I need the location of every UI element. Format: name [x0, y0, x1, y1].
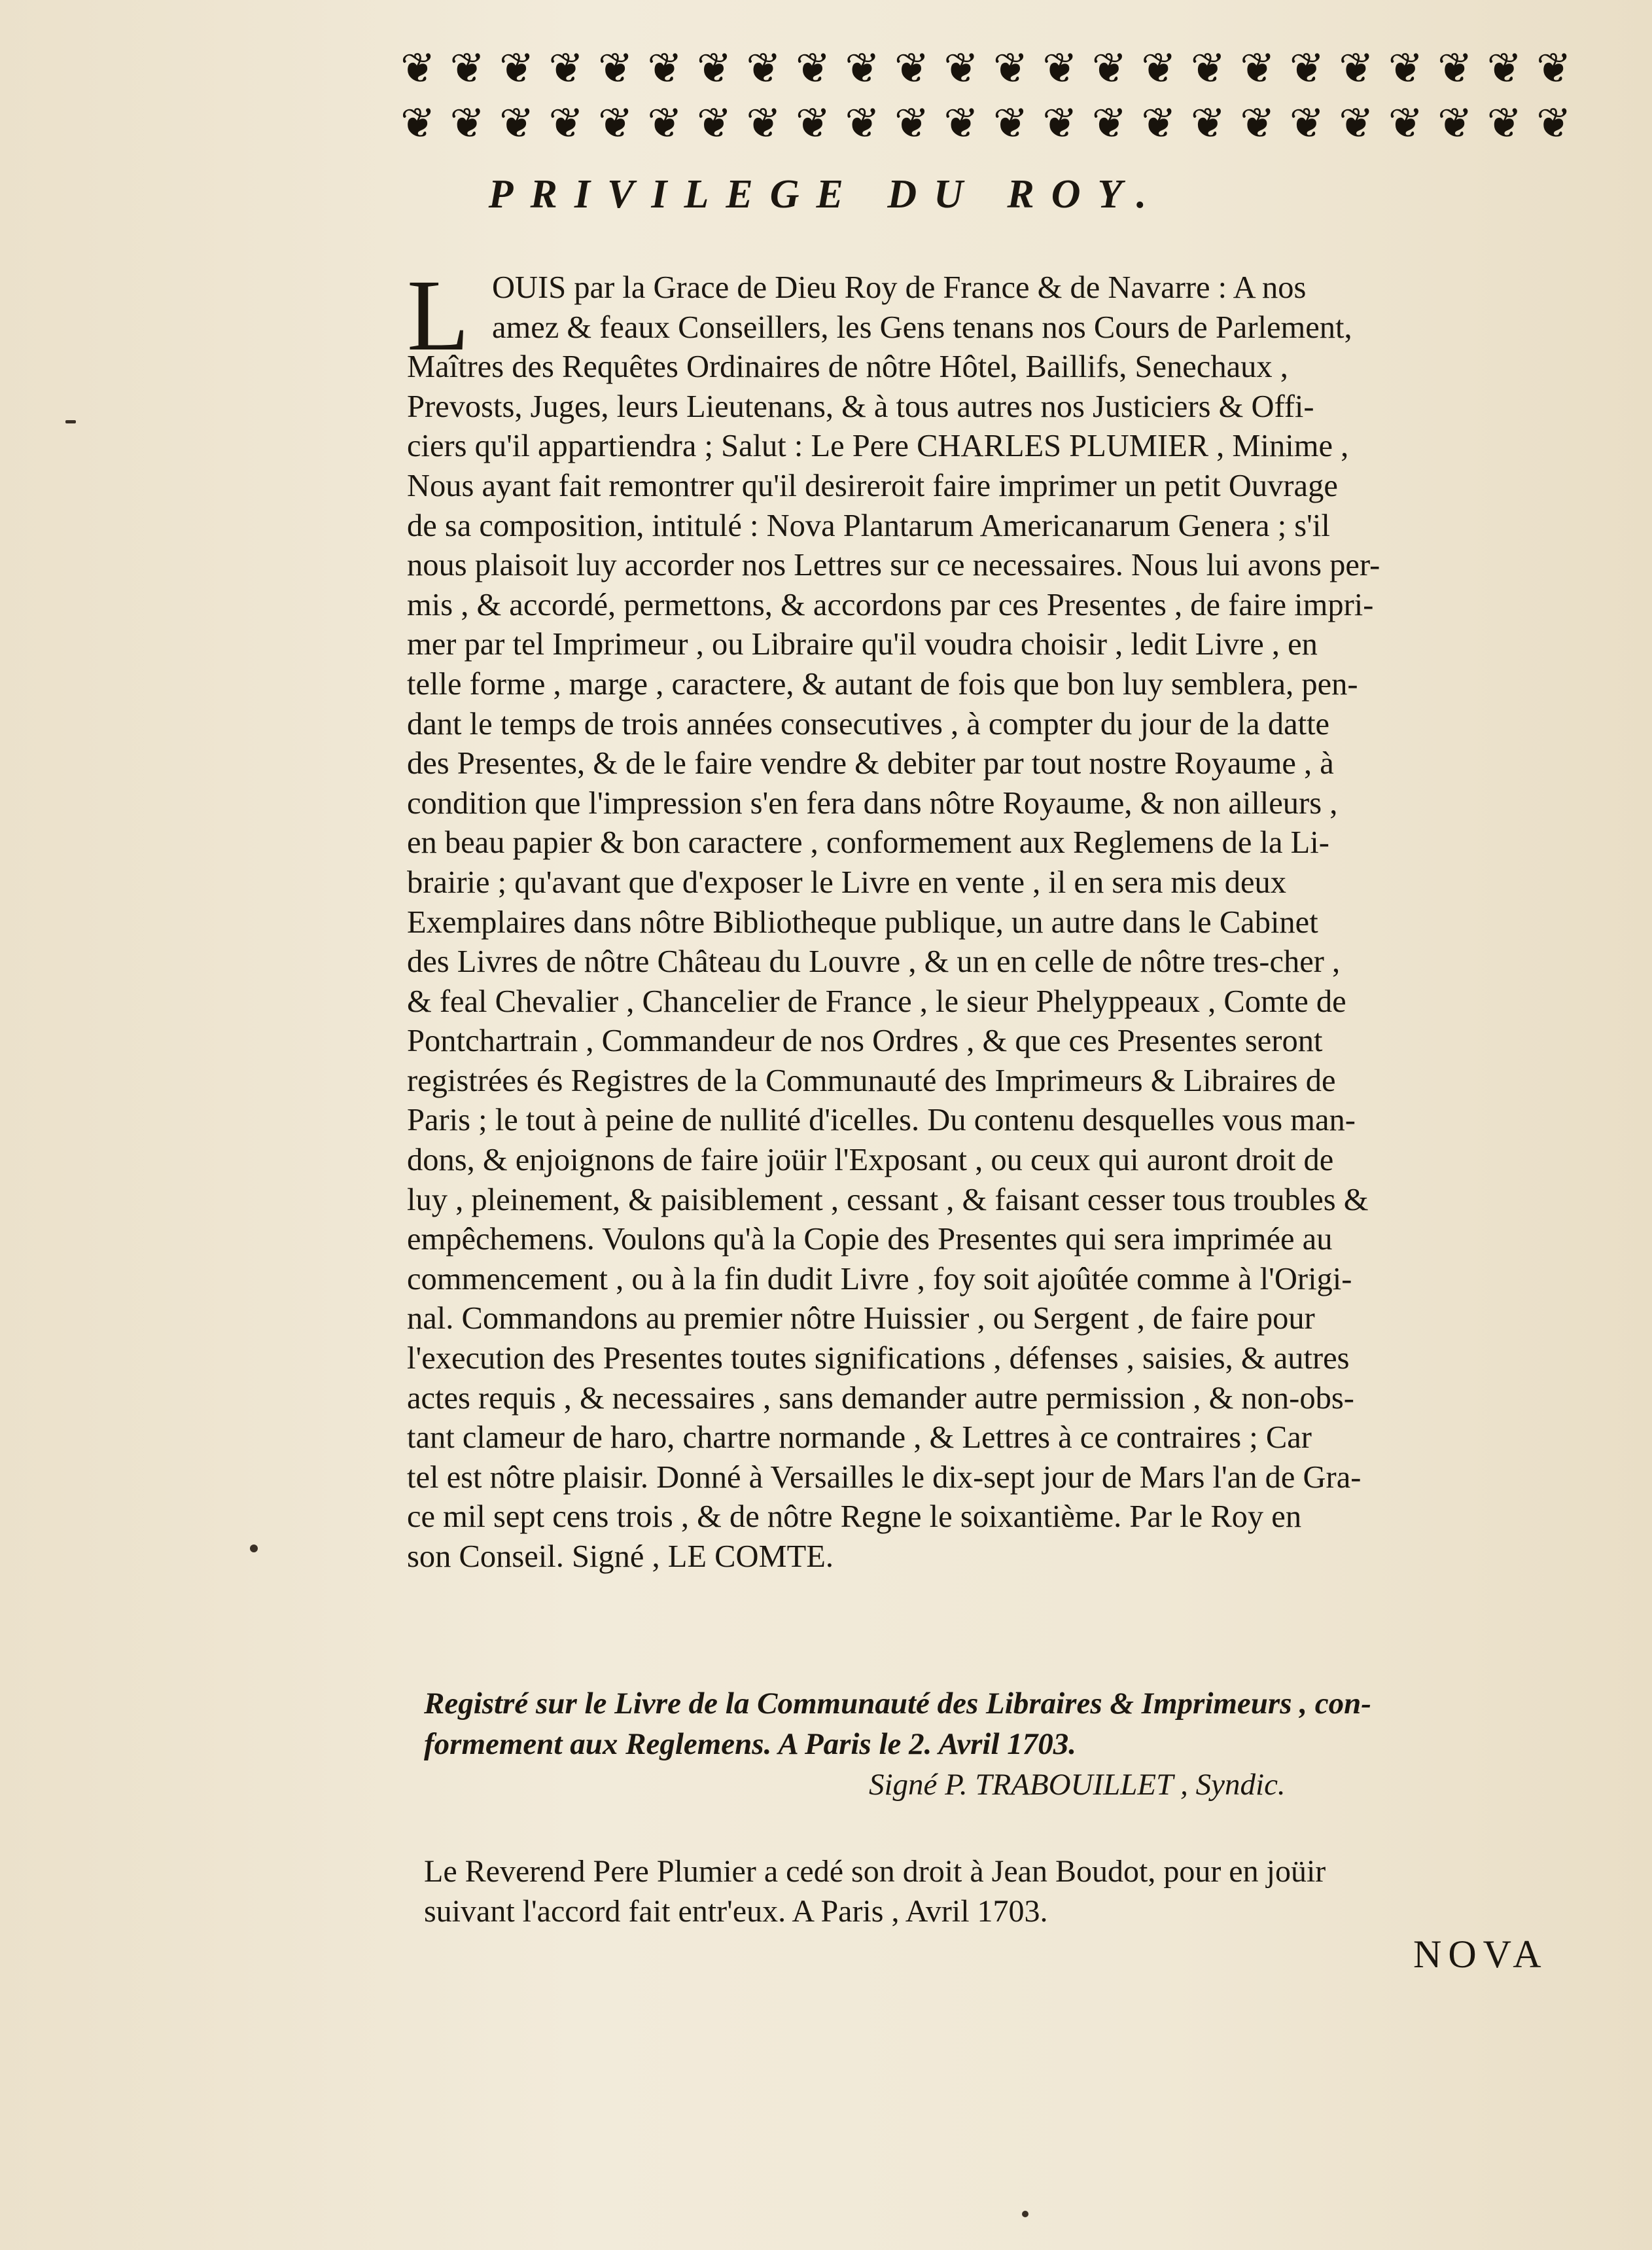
- text-line: Pontchartrain , Commandeur de nos Ordres , & que ces Presentes seront: [407, 1024, 1323, 1059]
- text-line: Exemplaires dans nôtre Bibliotheque publique, un autre dans le Cabinet: [407, 904, 1318, 940]
- fleuron-icon: ❦: [845, 102, 880, 145]
- text-line: son Conseil. Signé , LE COMTE.: [407, 1539, 834, 1574]
- fleuron-icon: ❦: [696, 47, 732, 90]
- text-line: des Livres de nôtre Château du Louvre , & un en celle de nôtre tres-cher ,: [407, 944, 1341, 980]
- fleuron-icon: ❦: [1486, 102, 1522, 145]
- registration-note: [424, 1683, 1575, 1805]
- fleuron-icon: ❦: [449, 102, 485, 145]
- ornamental-headband: [400, 47, 1572, 145]
- fleuron-icon: ❦: [1339, 102, 1374, 145]
- fleuron-icon: ❦: [548, 47, 584, 90]
- fleuron-icon: ❦: [1042, 102, 1078, 145]
- fleuron-icon: ❦: [1240, 47, 1275, 90]
- fleuron-icon: ❦: [696, 102, 732, 145]
- ink-speck: [250, 1545, 258, 1552]
- text-line: empêchemens. Voulons qu'à la Copie des Presentes qui sera imprimée au: [407, 1222, 1333, 1257]
- text-line: l'execution des Presentes toutes significations , défenses , saisies, & autres: [407, 1341, 1350, 1376]
- fleuron-icon: ❦: [1437, 47, 1473, 90]
- fleuron-icon: ❦: [1289, 47, 1325, 90]
- fleuron-icon: ❦: [1091, 47, 1127, 90]
- fleuron-icon: ❦: [449, 47, 485, 90]
- fleuron-icon: ❦: [400, 102, 436, 145]
- drop-cap: L: [407, 259, 470, 372]
- ornament-row-bottom: [400, 102, 1572, 145]
- transfer-line: Le Reverend Pere Plumier a cedé son droit à Jean Boudot, pour en joüir: [424, 1854, 1326, 1889]
- fleuron-icon: ❦: [647, 47, 683, 90]
- text-line: Maîtres des Requêtes Ordinaires de nôtre Hôtel, Baillifs, Senechaux ,: [407, 349, 1288, 385]
- fleuron-icon: ❦: [993, 102, 1028, 145]
- text-line: en beau papier & bon caractere , conformement aux Reglemens de la Li-: [407, 825, 1329, 861]
- fleuron-icon: ❦: [993, 47, 1028, 90]
- fleuron-icon: ❦: [548, 102, 584, 145]
- text-line: Paris ; le tout à peine de nullité d'icelles. Du contenu desquelles vous man-: [407, 1103, 1356, 1138]
- fleuron-icon: ❦: [1388, 102, 1424, 145]
- fleuron-icon: ❦: [943, 47, 979, 90]
- fleuron-icon: ❦: [1091, 102, 1127, 145]
- text-line: actes requis , & necessaires , sans demander autre permission , & non-obs-: [407, 1380, 1354, 1416]
- page-heading: PRIVILEGE DU ROY.: [488, 172, 1164, 217]
- registration-line: Registré sur le Livre de la Communauté des Libraires & Imprimeurs , con-: [424, 1687, 1371, 1721]
- fleuron-icon: ❦: [894, 47, 930, 90]
- privilege-text: [407, 259, 1573, 1577]
- fleuron-icon: ❦: [1289, 102, 1325, 145]
- text-line: nous plaisoit luy accorder nos Lettres sur ce necessaires. Nous lui avons per-: [407, 548, 1380, 583]
- fleuron-icon: ❦: [1141, 47, 1176, 90]
- catchword: NOVA: [1413, 1933, 1548, 1976]
- ink-speck: [1022, 2211, 1028, 2217]
- fleuron-icon: ❦: [746, 47, 782, 90]
- fleuron-icon: ❦: [1388, 47, 1424, 90]
- ornament-row-top: [400, 47, 1572, 90]
- fleuron-icon: ❦: [1339, 47, 1374, 90]
- fleuron-icon: ❦: [1190, 102, 1226, 145]
- text-line: dant le temps de trois années consecutives , à compter du jour de la datte: [407, 706, 1330, 741]
- text-line: mis , & accordé, permettons, & accordons par ces Presentes , de faire impri-: [407, 587, 1374, 622]
- registration-line: formement aux Reglemens. A Paris le 2. Avril 1703.: [424, 1727, 1077, 1761]
- fleuron-icon: ❦: [795, 47, 831, 90]
- fleuron-icon: ❦: [1141, 102, 1176, 145]
- fleuron-icon: ❦: [795, 102, 831, 145]
- syndic-signature: Signé P. TRABOUILLET , Syndic.: [869, 1768, 1286, 1802]
- text-line: telle forme , marge , caractere, & autant de fois que bon luy semblera, pen-: [407, 666, 1358, 702]
- fleuron-icon: ❦: [1190, 47, 1226, 90]
- text-line: Nous ayant fait remontrer qu'il desireroit faire imprimer un petit Ouvrage: [407, 468, 1338, 503]
- text-line: condition que l'impression s'en fera dans nôtre Royaume, & non ailleurs ,: [407, 785, 1338, 821]
- transfer-line: suivant l'accord fait entr'eux. A Paris , Avril 1703.: [424, 1893, 1048, 1929]
- text-line: brairie ; qu'avant que d'exposer le Livre en vente , il en sera mis deux: [407, 865, 1287, 900]
- text-line: & feal Chevalier , Chancelier de France , le sieur Phelyppeaux , Comte de: [407, 984, 1346, 1019]
- text-line: tel est nôtre plaisir. Donné à Versailles le dix-sept jour de Mars l'an de Gra-: [407, 1459, 1362, 1495]
- text-line: ce mil sept cens trois , & de nôtre Regne le soixantième. Par le Roy en: [407, 1499, 1302, 1535]
- text-line: tant clameur de haro, chartre normande , & Lettres à ce contraires ; Car: [407, 1420, 1312, 1455]
- fleuron-icon: ❦: [1240, 102, 1275, 145]
- fleuron-icon: ❦: [1536, 102, 1572, 145]
- text-line: mer par tel Imprimeur , ou Libraire qu'il voudra choisir , ledit Livre , en: [407, 627, 1318, 662]
- fleuron-icon: ❦: [845, 47, 880, 90]
- fleuron-icon: ❦: [1486, 47, 1522, 90]
- fleuron-icon: ❦: [499, 47, 535, 90]
- ink-speck: [65, 420, 76, 423]
- text-line: de sa composition, intitulé : Nova Plantarum Americanarum Genera ; s'il: [407, 508, 1330, 543]
- text-line: Prevosts, Juges, leurs Lieutenans, & à tous autres nos Justiciers & Offi-: [407, 389, 1314, 424]
- fleuron-icon: ❦: [647, 102, 683, 145]
- transfer-note: [424, 1852, 1575, 1931]
- fleuron-icon: ❦: [746, 102, 782, 145]
- fleuron-icon: ❦: [943, 102, 979, 145]
- text-line: luy , pleinement, & paisiblement , cessant , & faisant cesser tous troubles &: [407, 1182, 1369, 1217]
- text-line: registrées és Registres de la Communauté des Imprimeurs & Libraires de: [407, 1063, 1336, 1098]
- text-line: OUIS par la Grace de Dieu Roy de France & de Navarre : A nos: [492, 270, 1307, 305]
- fleuron-icon: ❦: [597, 47, 633, 90]
- fleuron-icon: ❦: [1042, 47, 1078, 90]
- fleuron-icon: ❦: [400, 47, 436, 90]
- fleuron-icon: ❦: [894, 102, 930, 145]
- fleuron-icon: ❦: [597, 102, 633, 145]
- text-line: dons, & enjoignons de faire joüir l'Exposant , ou ceux qui auront droit de: [407, 1143, 1334, 1178]
- fleuron-icon: ❦: [1437, 102, 1473, 145]
- fleuron-icon: ❦: [499, 102, 535, 145]
- text-line: ciers qu'il appartiendra ; Salut : Le Pere CHARLES PLUMIER , Minime ,: [407, 429, 1349, 464]
- text-line: des Presentes, & de le faire vendre & debiter par tout nostre Royaume , à: [407, 746, 1334, 781]
- text-line: nal. Commandons au premier nôtre Huissier , ou Sergent , de faire pour: [407, 1301, 1315, 1336]
- fleuron-icon: ❦: [1536, 47, 1572, 90]
- text-line: commencement , ou à la fin dudit Livre , foy soit ajoûtée comme à l'Origi-: [407, 1261, 1352, 1296]
- text-line: amez & feaux Conseillers, les Gens tenans nos Cours de Parlement,: [492, 310, 1352, 345]
